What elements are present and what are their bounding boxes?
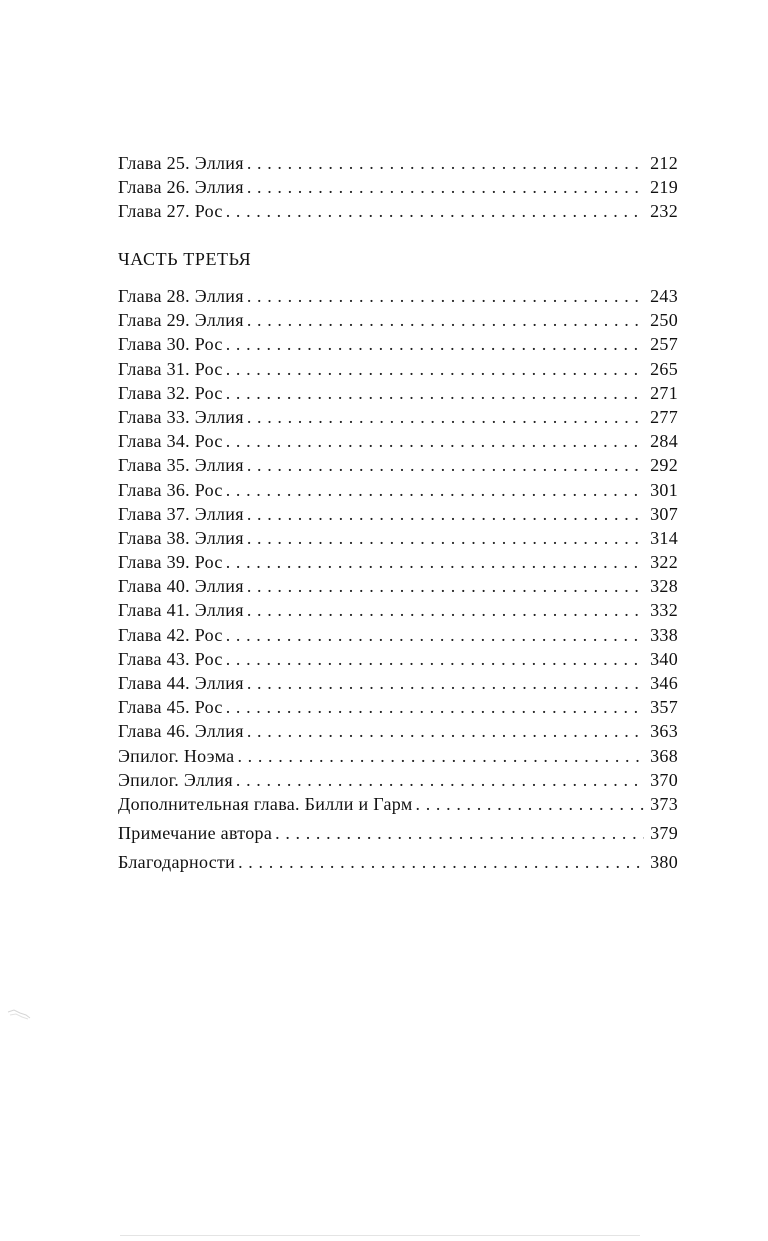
toc-entry-title: Глава 26. Эллия (118, 177, 244, 198)
toc-entry-title: Глава 34. Рос (118, 431, 223, 452)
toc-entry-title: Дополнительная глава. Билли и Гарм (118, 793, 413, 814)
toc-entry (118, 821, 678, 845)
toc-dot-leader (223, 550, 644, 574)
toc-entry-title: Глава 35. Эллия (118, 455, 244, 476)
toc-entry-page: 219 (650, 177, 678, 198)
toc-entry (118, 647, 678, 671)
toc-entry-page: 357 (650, 697, 678, 718)
toc-entry (118, 526, 678, 550)
toc-entry-page: 346 (650, 673, 678, 693)
toc-entry (118, 744, 678, 768)
toc-entry-title: Глава 43. Рос (118, 648, 223, 669)
toc-entry (118, 284, 678, 308)
toc-dot-leader (223, 478, 644, 502)
toc-entry (118, 453, 678, 477)
toc-entry (118, 598, 678, 622)
toc-entry-page: 338 (650, 624, 678, 645)
toc-dot-leader (223, 381, 644, 405)
toc-entry-page: 332 (650, 600, 678, 621)
toc-part-two-tail (118, 151, 678, 224)
toc-entry (118, 550, 678, 574)
toc-entry-title: Глава 41. Эллия (118, 600, 244, 621)
toc-entry (118, 199, 678, 223)
toc-entry-title: Глава 38. Эллия (118, 527, 244, 548)
toc-entry-title: Благодарности (118, 852, 236, 873)
toc-dot-leader (244, 598, 644, 622)
toc-entry (118, 850, 678, 874)
toc-entry-page: 271 (650, 382, 678, 403)
toc-dot-leader (223, 199, 644, 223)
toc-entry-page: 301 (650, 479, 678, 500)
toc-entry-page: 257 (650, 334, 678, 355)
toc-dot-leader (244, 453, 644, 477)
toc-dot-leader (244, 405, 644, 429)
toc-entry-title: Глава 28. Эллия (118, 286, 244, 306)
scan-artifact-mark (6, 1006, 32, 1022)
toc-entry-page: 292 (650, 455, 678, 476)
toc-entry-page: 265 (650, 358, 678, 379)
toc-dot-leader (235, 850, 644, 874)
toc-entry (118, 381, 678, 405)
toc-dot-leader (244, 574, 644, 598)
toc-entry (118, 502, 678, 526)
toc-entry-title: Глава 32. Рос (118, 382, 223, 403)
toc-dot-leader (233, 768, 644, 792)
toc-entry (118, 792, 678, 816)
toc-dot-leader (244, 151, 644, 175)
toc-entry-page: 368 (650, 745, 678, 766)
toc-entry-title: Глава 46. Эллия (118, 721, 244, 742)
toc-dot-leader (244, 671, 644, 695)
toc-entry-title: Глава 45. Рос (118, 697, 223, 718)
toc-entry-page: 340 (650, 648, 678, 669)
toc-entry-page: 328 (650, 576, 678, 597)
toc-entry (118, 308, 678, 332)
toc-entry-page: 370 (650, 769, 678, 790)
toc-entry-title: Эпилог. Ноэма (118, 745, 235, 766)
toc-entry-title: Глава 36. Рос (118, 479, 223, 500)
toc-entry (118, 478, 678, 502)
toc-entry-title: Глава 29. Эллия (118, 310, 244, 331)
toc-dot-leader (244, 175, 644, 199)
toc-dot-leader (244, 308, 644, 332)
toc-entry-page: 373 (650, 793, 678, 814)
toc-entry (118, 671, 678, 695)
toc-entry-title: Глава 37. Эллия (118, 503, 244, 524)
toc-entry-title: Глава 42. Рос (118, 624, 223, 645)
toc-entry-title: Глава 39. Рос (118, 552, 223, 573)
toc-entry-page: 250 (650, 310, 678, 331)
toc-entry (118, 623, 678, 647)
toc-dot-leader (244, 526, 644, 550)
toc-dot-leader (413, 792, 645, 816)
toc-dot-leader (223, 429, 644, 453)
toc-entry (118, 175, 678, 199)
toc-entry-title: Глава 31. Рос (118, 358, 223, 379)
toc-entry-page: 322 (650, 552, 678, 573)
toc-entry-title: Глава 30. Рос (118, 334, 223, 355)
toc-entry-page: 243 (650, 286, 678, 306)
toc-entry-title: Глава 44. Эллия (118, 673, 244, 693)
toc-entry (118, 768, 678, 792)
toc-entry-page: 212 (650, 153, 678, 173)
toc-entry-title: Глава 40. Эллия (118, 576, 244, 597)
toc-dot-leader (244, 719, 644, 743)
toc-dot-leader (223, 357, 644, 381)
toc-dot-leader (244, 502, 644, 526)
toc-entry-title: Примечание автора (118, 823, 273, 844)
toc-part-three (118, 284, 678, 875)
toc-entry-title: Глава 25. Эллия (118, 153, 244, 173)
toc-entry-page: 307 (650, 503, 678, 524)
toc-entry (118, 332, 678, 356)
toc-entry-title: Глава 33. Эллия (118, 406, 244, 427)
toc-entry (118, 429, 678, 453)
toc-entry-title: Глава 27. Рос (118, 201, 223, 222)
page-edge-line (120, 1235, 640, 1236)
toc-entry-page: 277 (650, 406, 678, 427)
toc-entry (118, 405, 678, 429)
toc-entry-page: 379 (650, 823, 678, 844)
toc-dot-leader (223, 623, 644, 647)
toc-entry-page: 232 (650, 201, 678, 222)
toc-entry-title: Эпилог. Эллия (118, 769, 233, 790)
toc-dot-leader (272, 821, 644, 845)
toc-entry-page: 314 (650, 527, 678, 548)
toc-entry-page: 380 (650, 852, 678, 873)
toc-dot-leader (234, 744, 644, 768)
toc-dot-leader (223, 695, 644, 719)
toc-entry (118, 695, 678, 719)
toc-dot-leader (223, 332, 644, 356)
toc-entry (118, 574, 678, 598)
toc-entry (118, 151, 678, 175)
toc-entry-page: 363 (650, 721, 678, 742)
section-heading: ЧАСТЬ ТРЕТЬЯ (118, 249, 252, 269)
toc-dot-leader (244, 284, 644, 308)
toc-entry (118, 357, 678, 381)
toc-dot-leader (223, 647, 644, 671)
toc-entry (118, 719, 678, 743)
toc-entry-page: 284 (650, 431, 678, 452)
